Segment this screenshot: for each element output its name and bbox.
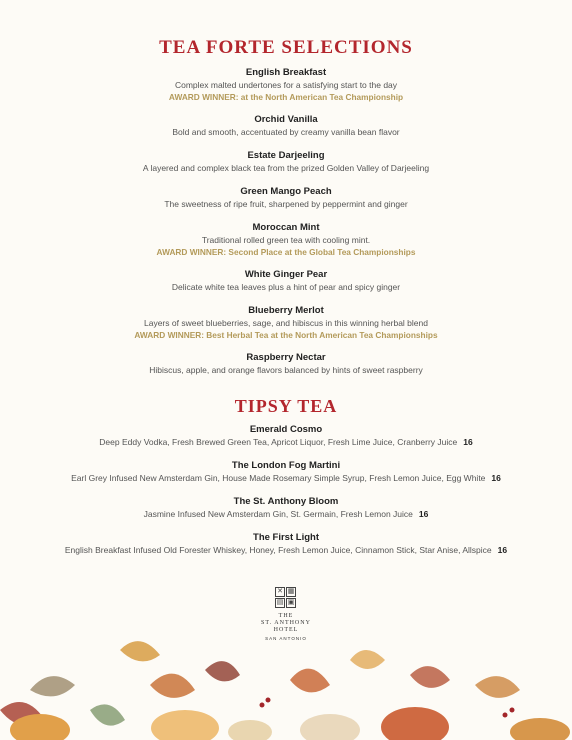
- item-ingredients: English Breakfast Infused Old Forester Whiskey, Honey, Fresh Lemon Juice, Cinnamon Stick, Star Anise, Allspice: [64, 545, 492, 555]
- berry-icon: [260, 698, 515, 718]
- menu-item-green-mango-peach: [0, 186, 572, 210]
- item-description: [0, 544, 572, 556]
- item-description: Hibiscus, apple, and orange flavors balanced by hints of sweet raspberry: [149, 365, 423, 375]
- item-description: [0, 436, 572, 448]
- autumn-leaves-decoration: [0, 630, 572, 740]
- item-name: The London Fog Martini: [231, 460, 341, 471]
- item-description: [0, 472, 572, 484]
- item-price: 16: [418, 509, 429, 519]
- logo-line-1: THE: [278, 613, 294, 619]
- tea-forte-title: TEA FORTE SELECTIONS: [159, 37, 413, 58]
- item-price: 16: [463, 437, 473, 447]
- item-description: Traditional rolled green tea with cooling mint.: [201, 235, 371, 245]
- item-price: 16: [497, 545, 508, 555]
- item-name: The St. Anthony Bloom: [233, 496, 339, 507]
- tipsy-tea-title: TIPSY TEA: [234, 396, 338, 416]
- item-description: Complex malted undertones for a satisfying start to the day: [174, 80, 398, 90]
- menu-item-white-ginger-pear: [0, 269, 572, 293]
- menu-item-st-anthony-bloom: [0, 496, 572, 520]
- item-name: Raspberry Nectar: [246, 352, 326, 363]
- item-name: Emerald Cosmo: [249, 424, 323, 435]
- item-price: 16: [491, 473, 501, 483]
- item-ingredients: Jasmine Infused New Amsterdam Gin, St. Germain, Fresh Lemon Juice: [143, 509, 413, 519]
- item-name: Blueberry Merlot: [248, 305, 324, 316]
- menu-item-blueberry-merlot: [0, 305, 572, 341]
- item-description: Bold and smooth, accentuated by creamy vanilla bean flavor: [172, 127, 400, 137]
- item-name: White Ginger Pear: [244, 269, 328, 280]
- item-name: English Breakfast: [245, 67, 327, 78]
- item-award: AWARD WINNER: Best Herbal Tea at the North American Tea Championships: [134, 330, 438, 340]
- item-ingredients: Deep Eddy Vodka, Fresh Brewed Green Tea, Apricot Liquor, Fresh Lime Juice, Cranberry Juice: [99, 437, 458, 447]
- logo-line-3: HOTEL: [273, 627, 299, 633]
- item-description: A layered and complex black tea from the prized Golden Valley of Darjeeling: [142, 163, 430, 173]
- item-name: Estate Darjeeling: [247, 150, 325, 161]
- menu-item-emerald-cosmo: [0, 424, 572, 448]
- logo-line-2: ST. ANTHONY: [261, 620, 311, 626]
- item-name: Green Mango Peach: [240, 186, 332, 197]
- item-description: Delicate white tea leaves plus a hint of pear and spicy ginger: [171, 282, 401, 292]
- item-name: Orchid Vanilla: [254, 114, 318, 125]
- menu-item-estate-darjeeling: [0, 150, 572, 174]
- leaf-icon: [0, 641, 520, 726]
- item-description: [0, 508, 572, 520]
- menu-item-orchid-vanilla: [0, 114, 572, 138]
- menu-item-moroccan-mint: [0, 222, 572, 258]
- item-name: The First Light: [253, 532, 319, 543]
- menu-item-raspberry-nectar: [0, 352, 572, 376]
- hotel-crest-icon: ✕ ▦ ▤ ▣: [276, 588, 295, 606]
- menu-item-first-light: [0, 532, 572, 556]
- menu-item-english-breakfast: [0, 67, 572, 103]
- item-ingredients: Earl Grey Infused New Amsterdam Gin, House Made Rosemary Simple Syrup, Fresh Lemon Juice, Egg White: [71, 473, 486, 483]
- item-award: AWARD WINNER: at the North American Tea Championship: [168, 92, 404, 102]
- logo-location: SAN ANTONIO: [265, 636, 307, 641]
- menu-item-london-fog-martini: [0, 460, 572, 484]
- item-award: AWARD WINNER: Second Place at the Global Tea Championships: [156, 247, 416, 257]
- item-description: The sweetness of ripe fruit, sharpened by peppermint and ginger: [164, 199, 408, 209]
- item-description: Layers of sweet blueberries, sage, and hibiscus in this winning herbal blend: [144, 318, 428, 328]
- item-name: Moroccan Mint: [252, 222, 320, 233]
